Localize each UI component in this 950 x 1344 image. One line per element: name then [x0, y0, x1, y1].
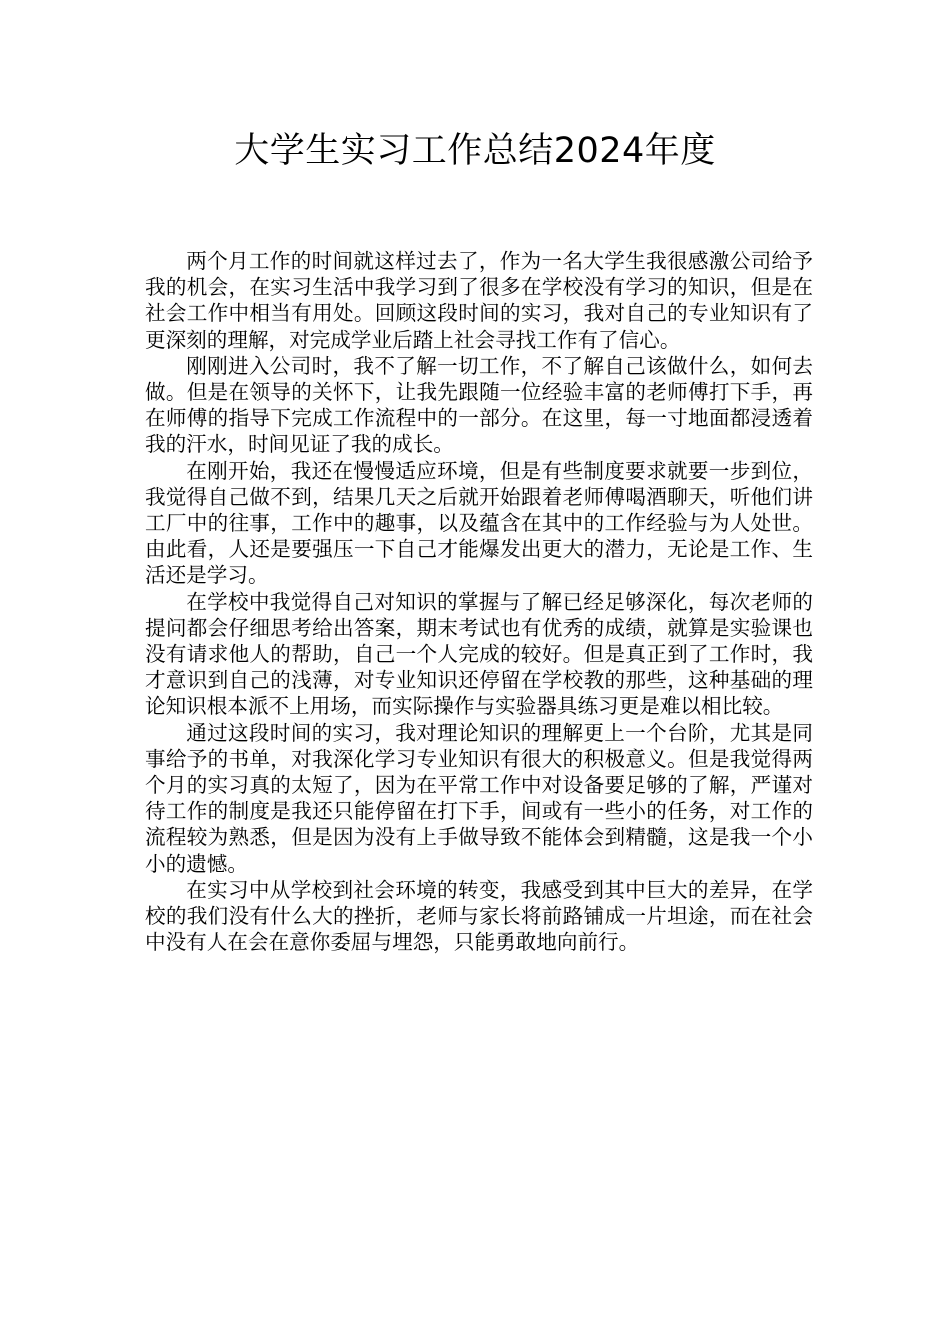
document-title: 大学生实习工作总结2024年度: [234, 131, 716, 171]
document-body: [145, 248, 813, 955]
paragraph: 两个月工作的时间就这样过去了，作为一名大学生我很感激公司给予我的机会，在实习生活中我学习到了很多在学校没有学习的知识，但是在社会工作中相当有用处。回顾这段时间的实习，我对自己的专业知识有了更深刻的理解，对完成学业后踏上社会寻找工作有了信心。: [145, 249, 813, 352]
paragraph: 在刚开始，我还在慢慢适应环境，但是有些制度要求就要一步到位，我觉得自己做不到，结果几天之后就开始跟着老师傅喝酒聊天，听他们讲工厂中的往事，工作中的趣事，以及蕴含在其中的工作经验与为人处世。由此看，人还是要强压一下自己才能爆发出更大的潜力，无论是工作、生活还是学习。: [145, 458, 813, 588]
paragraph: 在学校中我觉得自己对知识的掌握与了解已经足够深化，每次老师的提问都会仔细思考给出答案，期末考试也有优秀的成绩，就算是实验课也没有请求他人的帮助，自己一个人完成的较好。但是真正到了工作时，我才意识到自己的浅薄，对专业知识还停留在学校教的那些，这种基础的理论知识根本派不上用场，而实际操作与实验器具练习更是难以相比较。: [145, 589, 813, 719]
paragraph: 在实习中从学校到社会环境的转变，我感受到其中巨大的差异，在学校的我们没有什么大的挫折，老师与家长将前路铺成一片坦途，而在社会中没有人在会在意你委屈与埋怨，只能勇敢地向前行。: [145, 877, 813, 955]
paragraph: 通过这段时间的实习，我对理论知识的理解更上一个台阶，尤其是同事给予的书单，对我深化学习专业知识有很大的积极意义。但是我觉得两个月的实习真的太短了，因为在平常工作中对设备要足够的了解，严谨对待工作的制度是我还只能停留在打下手，间或有一些小的任务，对工作的流程较为熟悉，但是因为没有上手做导致不能体会到精髓，这是我一个小小的遗憾。: [145, 720, 813, 876]
paragraph: 刚刚进入公司时，我不了解一切工作，不了解自己该做什么，如何去做。但是在领导的关怀下，让我先跟随一位经验丰富的老师傅打下手，再在师傅的指导下完成工作流程中的一部分。在这里，每一寸地面都浸透着我的汗水，时间见证了我的成长。: [145, 353, 813, 457]
